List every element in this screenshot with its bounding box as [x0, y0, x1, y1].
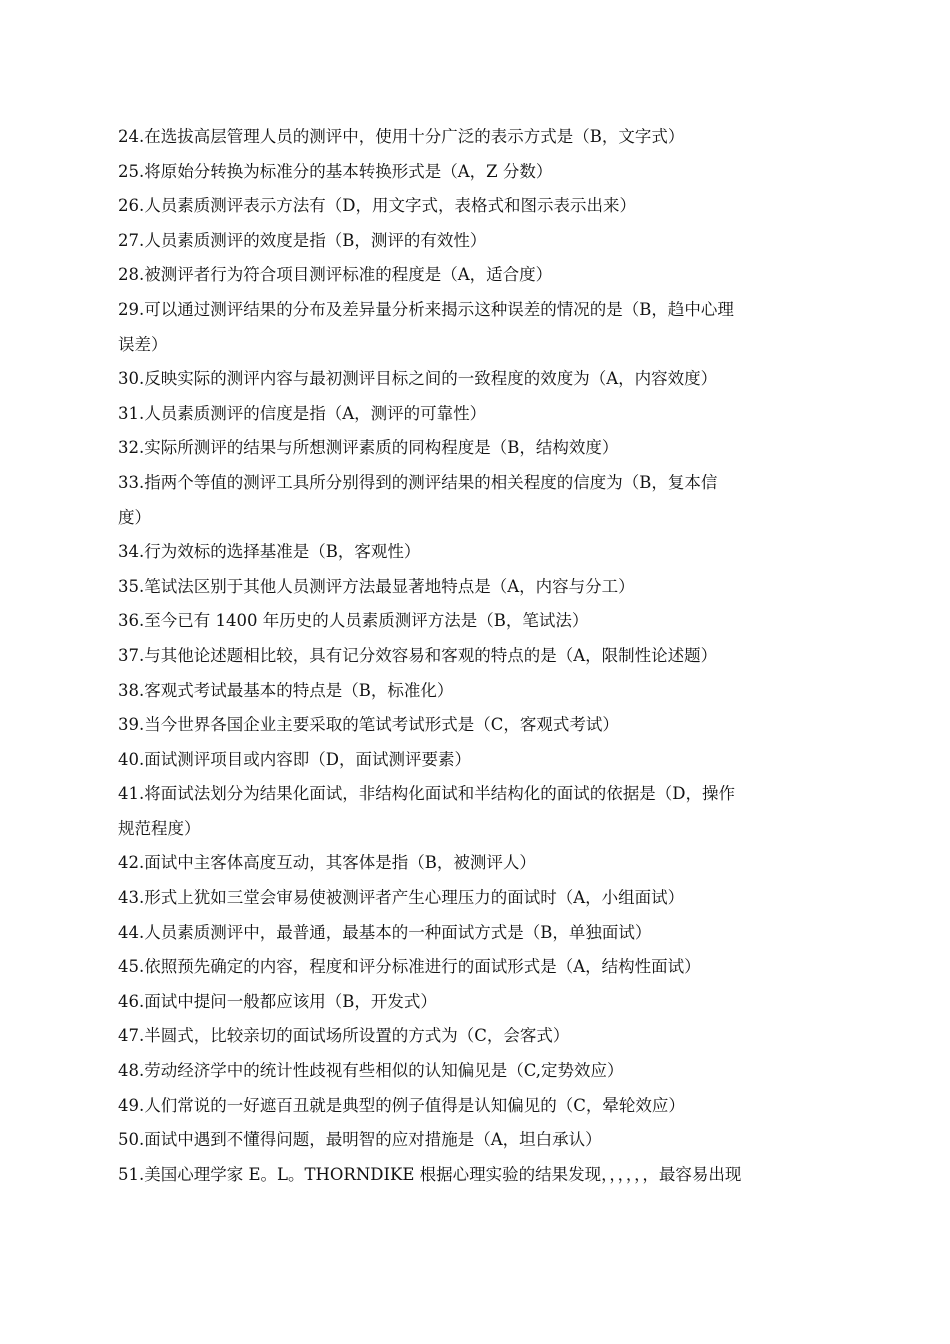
- text-line: 44.人员素质测评中，最普通，最基本的一种面试方式是（B，单独面试）: [118, 922, 652, 942]
- text-line: 49.人们常说的一好遮百丑就是典型的例子值得是认知偏见的（C，晕轮效应）: [118, 1095, 685, 1115]
- text-line: 45.依照预先确定的内容，程度和评分标准进行的面试形式是（A，结构性面试）: [118, 957, 701, 977]
- text-line: 30.反映实际的测评内容与最初测评目标之间的一致程度的效度为（A，内容效度）: [118, 369, 718, 389]
- text-line: 43.形式上犹如三堂会审易使被测评者产生心理压力的面试时（A，小组面试）: [118, 888, 685, 908]
- text-line: 31.人员素质测评的信度是指（A，测评的可靠性）: [118, 403, 487, 423]
- text-line: 47.半圆式，比较亲切的面试场所设置的方式为（C，会客式）: [118, 1026, 570, 1046]
- text-line: 51.美国心理学家 E。L。THORNDIKE 根据心理实验的结果发现，，，，，，最容易出现: [118, 1164, 742, 1184]
- text-line: 26.人员素质测评表示方法有（D，用文字式，表格式和图示表示出来）: [118, 196, 636, 216]
- text-line: 34.行为效标的选择基准是（B，客观性）: [118, 542, 421, 562]
- text-line: 39.当今世界各国企业主要采取的笔试考试形式是（C，客观式考试）: [118, 715, 619, 735]
- text-line: 46.面试中提问一般都应该用（B，开发式）: [118, 991, 437, 1011]
- text-line: 36.至今已有 1400 年历史的人员素质测评方法是（B，笔试法）: [118, 611, 589, 631]
- text-line: 40.面试测评项目或内容即（D，面试测评要素）: [118, 749, 471, 769]
- text-line: 27.人员素质测评的效度是指（B，测评的有效性）: [118, 230, 487, 250]
- text-line: 35.笔试法区别于其他人员测评方法最显著地特点是（A，内容与分工）: [118, 576, 635, 596]
- document-body: [118, 120, 834, 1192]
- text-line: 38.客观式考试最基本的特点是（B，标准化）: [118, 680, 454, 700]
- text-line: 24.在选拔高层管理人员的测评中，使用十分广泛的表示方式是（B，文字式）: [118, 127, 685, 146]
- text-line: 33.指两个等值的测评工具所分别得到的测评结果的相关程度的信度为（B，复本信: [118, 472, 718, 492]
- text-line: 32.实际所测评的结果与所想测评素质的同构程度是（B，结构效度）: [118, 438, 619, 458]
- text-line: 28.被测评者行为符合项目测评标准的程度是（A，适合度）: [118, 265, 553, 285]
- text-line: 度）: [118, 507, 151, 527]
- text-line: 规范程度）: [118, 818, 201, 838]
- text-line: 误差）: [118, 334, 168, 354]
- text-line: 48.劳动经济学中的统计性歧视有些相似的认知偏见是（C,定势效应）: [118, 1061, 624, 1081]
- text-line: 42.面试中主客体高度互动，其客体是指（B，被测评人）: [118, 853, 536, 873]
- text-line: 29.可以通过测评结果的分布及差异量分析来揭示这种误差的情况的是（B，趋中心理: [118, 299, 734, 319]
- text-line: 41.将面试法划分为结果化面试，非结构化面试和半结构化的面试的依据是（D，操作: [118, 784, 735, 804]
- text-line: 50.面试中遇到不懂得问题，最明智的应对措施是（A，坦白承认）: [118, 1130, 602, 1150]
- text-line: 25.将原始分转换为标准分的基本转换形式是（A，Z 分数）: [118, 161, 553, 181]
- text-line: 37.与其他论述题相比较，具有记分效容易和客观的特点的是（A，限制性论述题）: [118, 645, 718, 665]
